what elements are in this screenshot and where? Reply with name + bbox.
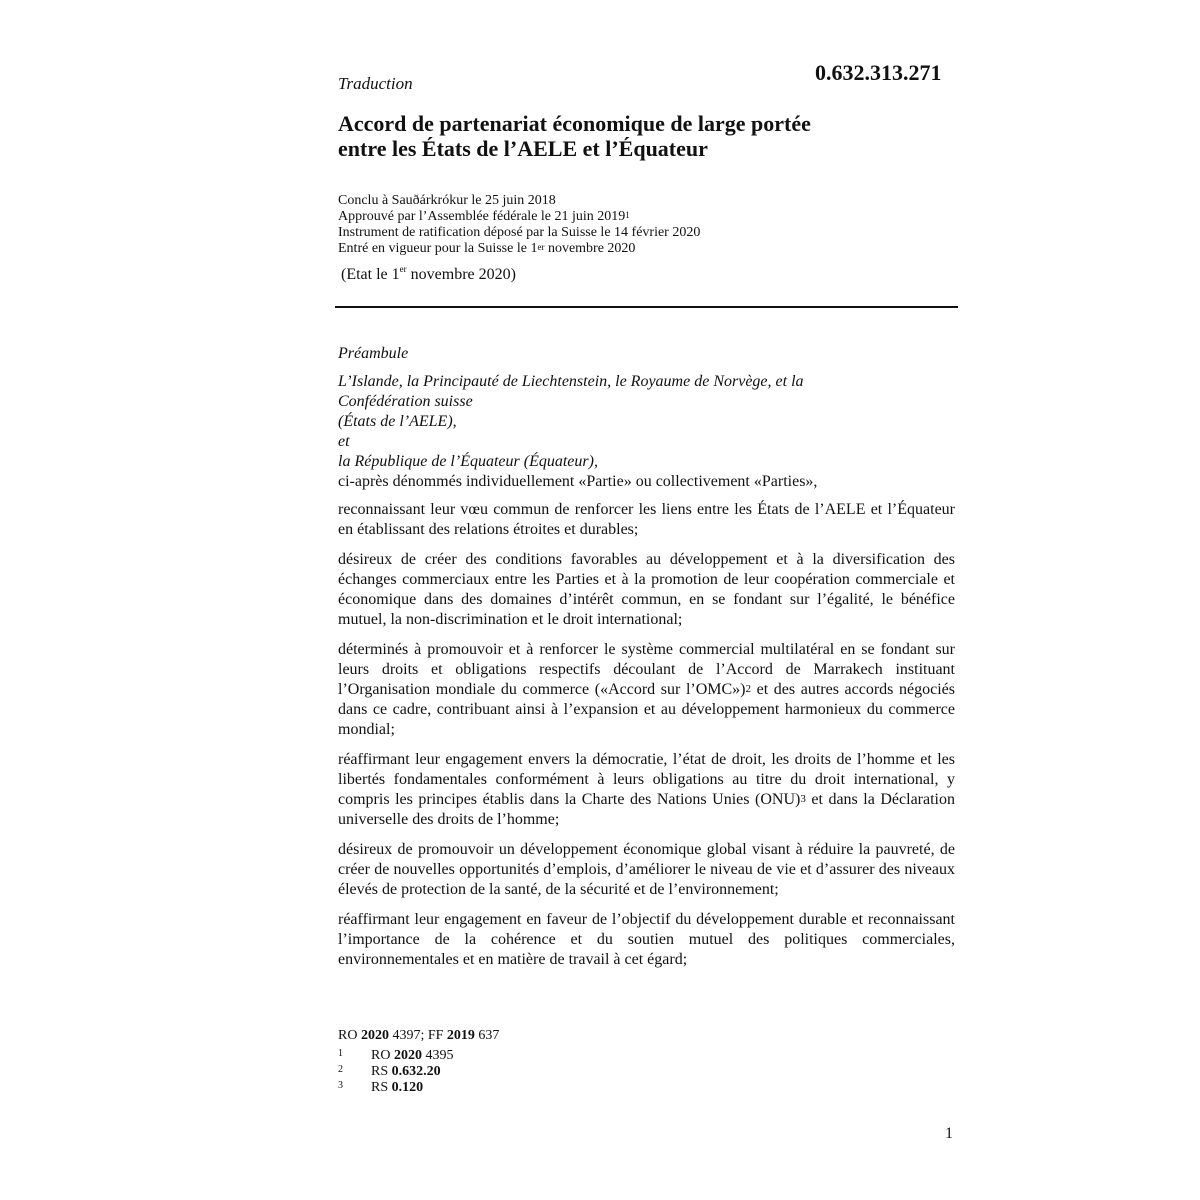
footnote-bold: 0.120 bbox=[391, 1080, 424, 1095]
status-pre: (Etat le 1 bbox=[341, 266, 400, 283]
ro-mid: 4397; FF bbox=[388, 1028, 447, 1043]
footnote-ref-2[interactable]: 2 bbox=[745, 683, 752, 695]
entry-into-force-line bbox=[338, 241, 700, 257]
approved-text: Approuvé par l’Assemblée fédérale le 21 juin 2019 bbox=[338, 209, 626, 224]
title-line-1: Accord de partenariat économique de large portée bbox=[338, 111, 811, 136]
parties-block bbox=[338, 372, 955, 492]
preamble-paragraph-1: reconnaissant leur vœu commun de renforcer les liens entre les États de l’AELE et l’Équateur en établissant des relations étroites et durables; bbox=[338, 501, 955, 538]
status-line bbox=[341, 266, 516, 284]
footnote-bold: 2020 bbox=[393, 1048, 422, 1063]
preamble-paragraph-4 bbox=[338, 750, 955, 830]
parties-line-4: et bbox=[338, 433, 350, 450]
document-title bbox=[338, 111, 938, 161]
footnote-suffix: 4395 bbox=[421, 1048, 454, 1063]
preamble-paragraph-6: réaffirmant leur engagement en faveur de l’objectif du développement durable et reconnaissant l’importance de la cohérence et du soutien mutuel des politiques commerciales, environnementales et en matière de travail à cet égard; bbox=[338, 911, 955, 968]
footnote-number: 2 bbox=[338, 1064, 343, 1075]
footnote-prefix: RS bbox=[371, 1064, 392, 1079]
parties-line-3: (États de l’AELE), bbox=[338, 413, 457, 430]
paragraph-4-part-a: réaffirmant leur engagement envers la démocratie, l’état de droit, les droits de l’homme et les libertés fondamentales conformément à leurs obligations au titre du droit international, y compris les principes établis dans la Charte des Nations Unies (ONU) bbox=[338, 751, 955, 808]
metadata-block bbox=[338, 193, 700, 257]
paragraph-3-part-a: déterminés à promouvoir et à renforcer le système commercial multilatéral en se fondant sur leurs droits et obligations respectifs découlant de l’Accord de Marrakech instituant l’Organisation mondiale du commerce («Accord sur l’OMC») bbox=[338, 641, 955, 698]
parties-line-1: L’Islande, la Principauté de Liechtenstein, le Royaume de Norvège, et la bbox=[338, 373, 804, 390]
status-sup: er bbox=[399, 264, 407, 274]
translation-label: Traduction bbox=[338, 74, 413, 93]
header-divider bbox=[335, 306, 958, 308]
designation-line: ci-après dénommés individuellement «Partie» ou collectivement «Parties», bbox=[338, 473, 818, 490]
parties-line-5: la République de l’Équateur (Équateur), bbox=[338, 453, 598, 470]
approved-line bbox=[338, 209, 700, 225]
footnote-ref-1[interactable]: 1 bbox=[625, 210, 630, 220]
footnote-3 bbox=[338, 1080, 499, 1096]
page-number: 1 bbox=[945, 1125, 953, 1142]
ro-year: 2020 bbox=[360, 1028, 389, 1043]
document-number: 0.632.313.271 bbox=[815, 60, 942, 85]
preamble-paragraph-5: désireux de promouvoir un développement économique global visant à réduire la pauvreté, de créer de nouvelles opportunités d’emplois, d’améliorer le niveau de vie et d’assurer des niveaux élevés de protection de la santé, de la sécurité et de l’environnement; bbox=[338, 841, 955, 898]
footnote-number: 1 bbox=[338, 1048, 343, 1059]
footnote-number: 3 bbox=[338, 1080, 343, 1091]
entry-text-pre: Entré en vigueur pour la Suisse le 1 bbox=[338, 241, 538, 256]
ro-prefix: RO bbox=[338, 1028, 361, 1043]
title-line-2: entre les États de l’AELE et l’Équateur bbox=[338, 136, 708, 161]
entry-text-post: novembre 2020 bbox=[544, 241, 636, 256]
footnote-text bbox=[371, 1064, 441, 1080]
footnote-text bbox=[371, 1048, 453, 1064]
footnote-ref-3[interactable]: 3 bbox=[800, 793, 806, 805]
footnote-prefix: RO bbox=[371, 1048, 394, 1063]
footnote-prefix: RS bbox=[371, 1080, 392, 1095]
ff-page: 637 bbox=[474, 1028, 500, 1043]
entry-sup: er bbox=[537, 242, 545, 252]
status-post: novembre 2020) bbox=[406, 266, 516, 283]
preamble-paragraph-2: désireux de créer des conditions favorables au développement et à la diversification des échanges commerciaux entre les Parties et à la promotion de leur coopération commerciale et économique dans des domaines d’intérêt commun, en se fondant sur l’égalité, le bénéfice mutuel, la non-discrimination et le droit international; bbox=[338, 551, 955, 628]
preamble-section bbox=[338, 344, 955, 970]
ratification-line: Instrument de ratification déposé par la Suisse le 14 février 2020 bbox=[338, 225, 701, 240]
parties-line-2: Confédération suisse bbox=[338, 393, 473, 410]
preamble-title: Préambule bbox=[338, 345, 409, 362]
paragraph-3-part-b: et des autres accords négociés dans ce cadre, contribuant ainsi à l’expansion et au développement harmonieux du commerce mondial; bbox=[338, 681, 955, 738]
footnotes-block bbox=[338, 1028, 499, 1096]
paragraph-4-part-b: et dans la Déclaration universelle des droits de l’homme; bbox=[338, 791, 955, 828]
preamble-paragraph-3 bbox=[338, 640, 955, 740]
footnote-bold: 0.632.20 bbox=[391, 1064, 441, 1079]
ff-year: 2019 bbox=[446, 1028, 475, 1043]
footnote-text bbox=[371, 1080, 423, 1096]
concluded-line: Conclu à Sauðárkrókur le 25 juin 2018 bbox=[338, 193, 556, 208]
official-reference-line bbox=[338, 1028, 499, 1044]
